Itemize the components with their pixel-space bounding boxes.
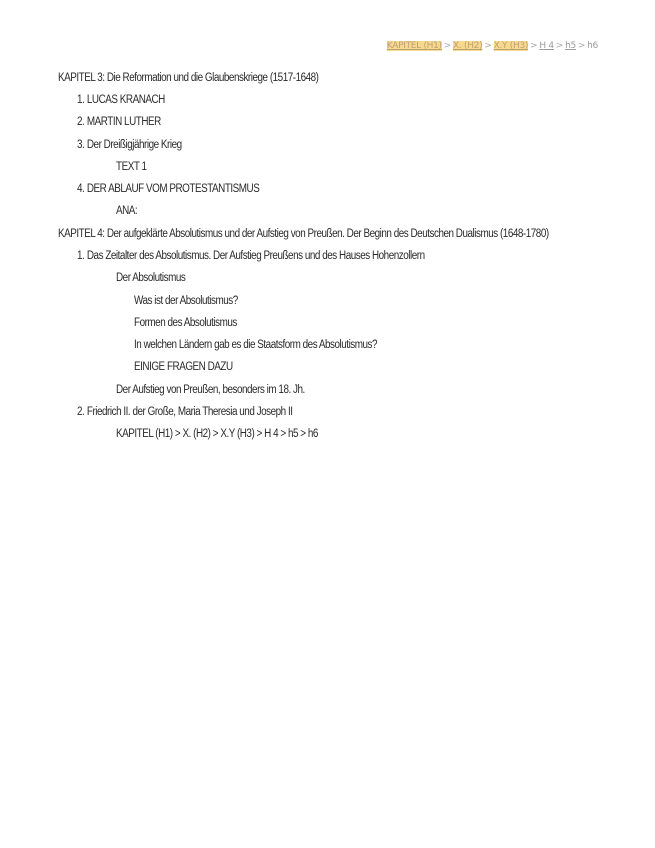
- outline-heading-h3: [116, 204, 137, 218]
- outline-number: 3.: [77, 139, 85, 151]
- breadcrumb-separator: >: [555, 41, 564, 51]
- outline-text: MARTIN LUTHER: [86, 116, 161, 128]
- outline-heading-h4: [134, 338, 377, 352]
- outline-heading-h2: [77, 182, 259, 196]
- outline-text: KAPITEL 3: Die Reformation und die Glaubenskriege (1517-1648): [58, 72, 319, 84]
- outline-text: KAPITEL 4: Der aufgeklärte Absolutismus und der Aufstieg von Preußen. Der Beginn des Deutschen Dualismus (1648-1780): [58, 228, 549, 240]
- outline-heading-h4: [134, 294, 238, 308]
- outline-heading-h2: [77, 138, 182, 152]
- outline-text: Friedrich II. der Große, Maria Theresia und Joseph II: [86, 406, 293, 418]
- outline-heading-h4: [134, 316, 237, 330]
- outline-number: 1.: [77, 94, 85, 106]
- outline-number: 2.: [77, 116, 85, 128]
- outline-text: Der Absolutismus: [116, 272, 186, 284]
- outline-text: DER ABLAUF VOM PROTESTANTISMUS: [86, 183, 260, 195]
- outline-heading-h2: [77, 115, 161, 129]
- outline-heading-h2: [77, 93, 165, 107]
- outline-text: Was ist der Absolutismus?: [134, 295, 238, 307]
- breadcrumb-separator: >: [530, 41, 538, 51]
- outline-heading-h2: [77, 405, 293, 419]
- outline-text: TEXT 1: [116, 161, 147, 173]
- breadcrumb-item-h1[interactable]: KAPITEL (H1): [386, 41, 442, 51]
- breadcrumb-item-h5[interactable]: h5: [565, 41, 576, 51]
- outline-text: Der Dreißigjährige Krieg: [86, 139, 182, 151]
- outline-text: ANA:: [116, 205, 138, 217]
- outline-text: KAPITEL (H1) > X. (H2) > X.Y (H3) > H 4 > h5 > h6: [116, 428, 318, 440]
- outline-number: 1.: [77, 250, 85, 262]
- outline-text: Das Zeitalter des Absolutismus. Der Aufstieg Preußens und des Hauses Hohenzollern: [86, 250, 425, 262]
- breadcrumb: [387, 40, 598, 52]
- outline-heading-h3: [116, 160, 147, 174]
- outline-text: Formen des Absolutismus: [134, 317, 237, 329]
- outline-heading-h3: [116, 383, 305, 397]
- breadcrumb-item-h6: h6: [587, 41, 598, 51]
- breadcrumb-separator: >: [443, 41, 452, 51]
- outline-text: LUCAS KRANACH: [86, 94, 165, 106]
- outline-heading-h3: [116, 427, 318, 441]
- outline-number: 2.: [77, 406, 85, 418]
- breadcrumb-separator: >: [577, 41, 586, 51]
- breadcrumb-item-h3[interactable]: X.Y (H3): [493, 41, 529, 51]
- outline-text: In welchen Ländern gab es die Staatsform des Absolutismus?: [134, 339, 378, 351]
- breadcrumb-separator: >: [484, 41, 492, 51]
- breadcrumb-item-h2[interactable]: X. (H2): [453, 41, 483, 51]
- outline-heading-h1: [58, 71, 319, 85]
- outline-heading-h4: [134, 360, 233, 374]
- breadcrumb-item-h4[interactable]: H 4: [539, 41, 554, 51]
- outline-heading-h1: [58, 227, 549, 241]
- outline-text: EINIGE FRAGEN DAZU: [134, 361, 233, 373]
- outline-text: Der Aufstieg von Preußen, besonders im 18. Jh.: [116, 384, 305, 396]
- outline-heading-h3: [116, 271, 185, 285]
- outline-heading-h2: [77, 249, 425, 263]
- outline-number: 4.: [77, 183, 85, 195]
